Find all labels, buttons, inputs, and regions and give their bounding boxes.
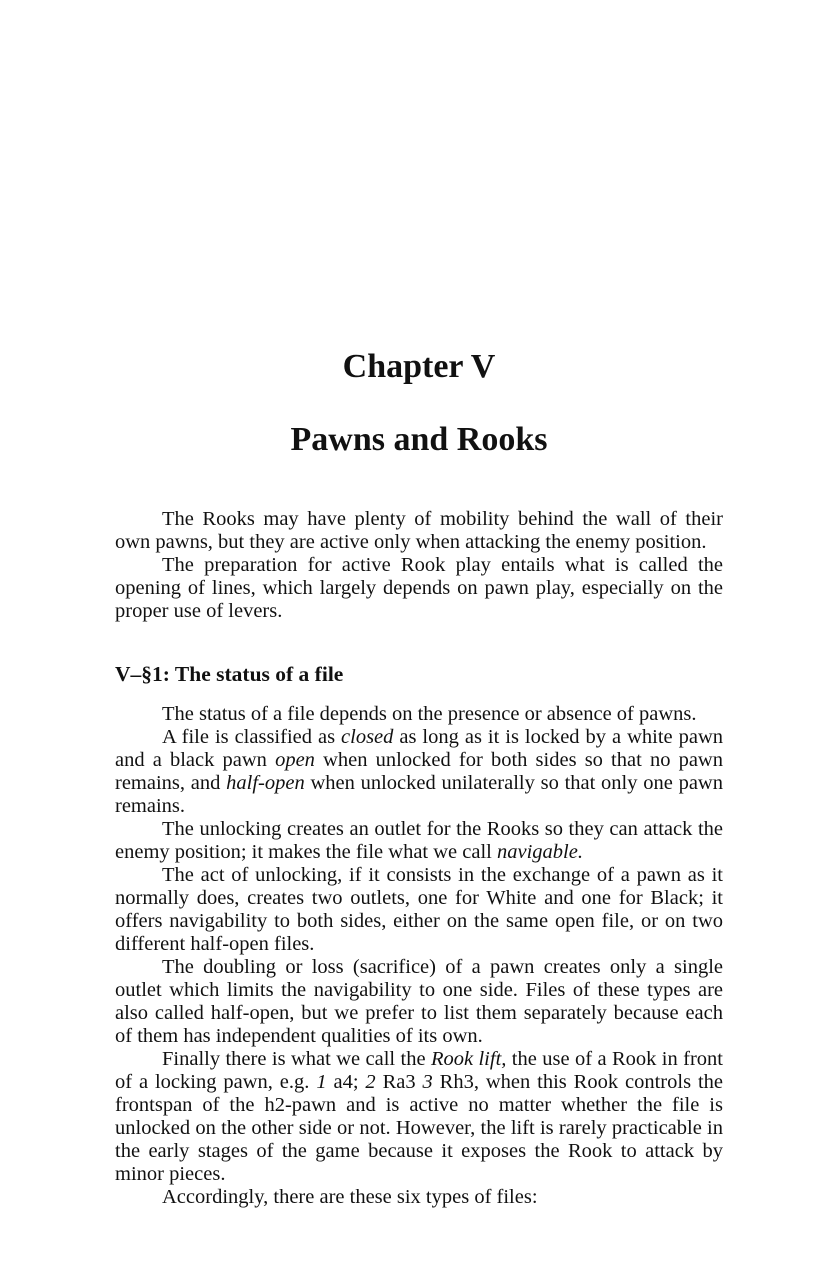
text-run: Ra3 — [375, 1071, 423, 1093]
term-rook-lift: Rook lift, — [430, 1048, 507, 1070]
section-body — [115, 703, 723, 1209]
term-closed: closed — [341, 726, 394, 748]
chapter-title: Chapter V — [342, 348, 496, 385]
body-paragraph-2 — [115, 726, 723, 818]
move-number: 3 — [422, 1071, 433, 1093]
body-paragraph-1: The status of a file depends on the presence or absence of pawns. — [162, 703, 697, 725]
move-number: 1 — [316, 1071, 327, 1093]
text-run: The unlocking creates an outlet for the Rooks so they can attack the enemy position; it makes the file what we call — [115, 818, 723, 863]
intro-paragraph-1: The Rooks may have plenty of mobility behind the wall of their own pawns, but they are active only when attacking the enemy position. — [115, 508, 723, 553]
text-run: Rh3, when this Rook controls the frontspan of the h2-pawn and is active no matter whether the file is unlocked on the other side or not. However, the lift is rarely practicable in the early stages of the game because it exposes the Rook to attack by minor pieces. — [115, 1071, 723, 1185]
intro-paragraph-2: The preparation for active Rook play entails what is called the opening of lines, which largely depends on pawn play, especially on the proper use of levers. — [115, 554, 723, 622]
body-paragraph-7: Accordingly, there are these six types of files: — [162, 1186, 538, 1208]
term-open: open — [275, 749, 315, 771]
body-paragraph-6 — [115, 1048, 723, 1186]
text-run: A file is classified as — [162, 726, 342, 748]
term-half-open: half-open — [226, 772, 305, 794]
body-paragraph-5: The doubling or loss (sacrifice) of a pawn creates only a single outlet which limits the navigability to one side. Files of these types are also called half-open, but we prefer to list them separately because each of them has independent qualities of its own. — [115, 956, 723, 1047]
move-number: 2 — [365, 1071, 376, 1093]
text-run: a4; — [326, 1071, 366, 1093]
body-paragraph-3 — [115, 818, 723, 864]
text-run: as long as it is locked by a white pawn and a black pawn — [115, 726, 723, 771]
term-navigable: navigable. — [497, 841, 583, 863]
section-heading: V–§1: The status of a file — [115, 662, 344, 686]
text-run: the use of a Rook in front of a locking pawn, e.g. — [115, 1048, 723, 1093]
text-run: when unlocked for both sides so that no pawn remains, and — [115, 749, 723, 794]
chapter-subtitle: Pawns and Rooks — [290, 421, 548, 458]
text-run: when unlocked unilaterally so that only one pawn remains. — [115, 772, 723, 817]
text-run: Finally there is what we call the — [162, 1048, 431, 1070]
body-paragraph-4: The act of unlocking, if it consists in the exchange of a pawn as it normally does, creates two outlets, one for White and one for Black; it offers navigability to both sides, either on the same open file, or on two different half-open files. — [115, 864, 723, 955]
intro-text — [115, 508, 723, 623]
